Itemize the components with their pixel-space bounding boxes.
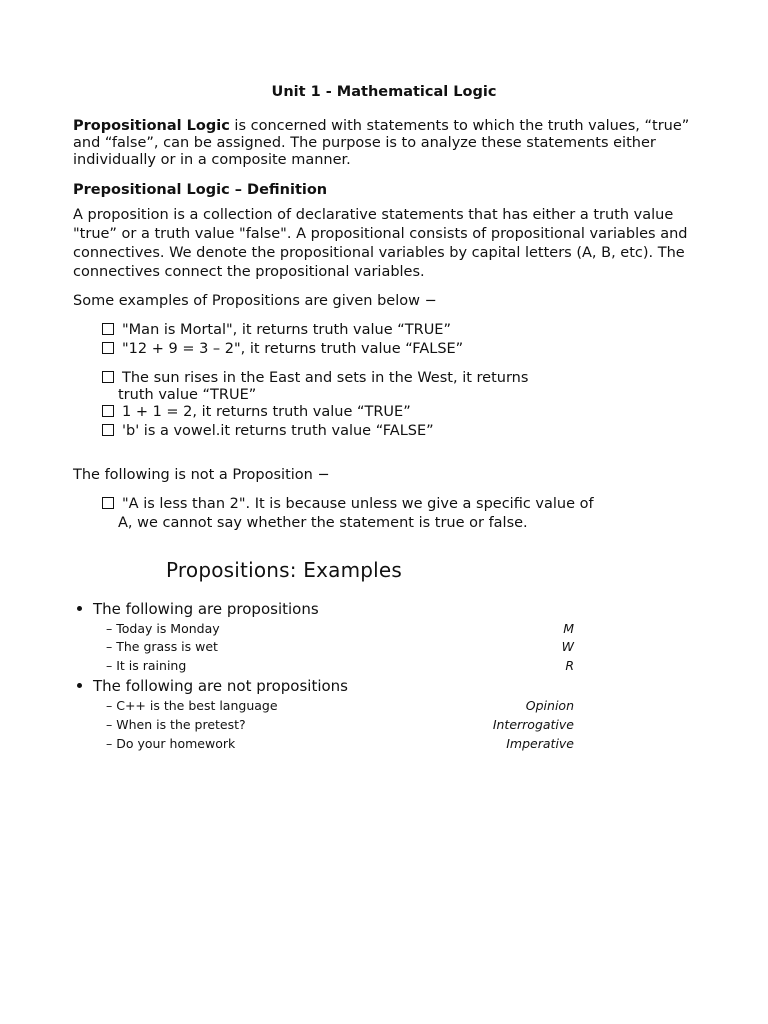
- bullet-dot-icon: [77, 606, 82, 611]
- list-item-text: "Man is Mortal", it returns truth value “TRUE”: [122, 322, 451, 338]
- list-item-text: "12 + 9 = 3 – 2", it returns truth value “FALSE”: [122, 341, 464, 357]
- checkbox-icon: [102, 497, 114, 509]
- bullet-dot-icon: [77, 683, 82, 688]
- slide-bullet: [77, 677, 348, 695]
- list-item-continuation: truth value “TRUE”: [118, 387, 257, 403]
- slide-sub-item: – The grass is wet: [106, 639, 218, 654]
- slide-image: [70, 552, 600, 762]
- checkbox-icon: [102, 342, 114, 354]
- slide-sub-item: – Today is Monday: [106, 621, 220, 636]
- list-item: [102, 369, 662, 387]
- slide-sub-item: – When is the pretest?: [106, 717, 246, 732]
- intro-bold-term: Propositional Logic: [73, 118, 230, 134]
- slide-bullet-text: The following are propositions: [93, 600, 319, 618]
- slide-bullet-text: The following are not propositions: [93, 677, 348, 695]
- intro-paragraph: [73, 118, 713, 169]
- list-item: [102, 321, 662, 339]
- intro-text: is concerned with statements to which the truth values, “true” and “false”, can be assigned. The purpose is to analyze these statements either individually or in a composite manner.: [73, 118, 690, 168]
- list-item: [102, 340, 662, 358]
- checkbox-icon: [102, 371, 114, 383]
- slide-sub-tag: Imperative: [506, 736, 574, 751]
- list-item: [102, 495, 662, 513]
- list-item-text: The sun rises in the East and sets in the West, it returns: [122, 370, 529, 386]
- list-item-text: 1 + 1 = 2, it returns truth value “TRUE”: [122, 404, 411, 420]
- list-item-text: "A is less than 2". It is because unless we give a specific value of: [122, 496, 594, 512]
- checkbox-icon: [102, 424, 114, 436]
- slide-sub-tag: W: [561, 639, 574, 654]
- list-item: [102, 403, 662, 421]
- checkbox-icon: [102, 405, 114, 417]
- definition-heading: Prepositional Logic – Definition: [73, 182, 328, 198]
- list-item-text: 'b' is a vowel.it returns truth value “FALSE”: [122, 423, 434, 439]
- slide-bullet: [77, 600, 319, 618]
- slide-sub-item: – Do your homework: [106, 736, 236, 751]
- slide-sub-tag: Interrogative: [492, 717, 574, 732]
- slide-sub-tag: Opinion: [525, 698, 574, 713]
- slide-title: Propositions: Examples: [166, 558, 403, 582]
- examples-intro: Some examples of Propositions are given below −: [73, 293, 437, 309]
- checkbox-icon: [102, 323, 114, 335]
- not-proposition-intro: The following is not a Proposition −: [73, 467, 330, 483]
- list-item-continuation: A, we cannot say whether the statement is true or false.: [118, 515, 528, 531]
- slide-sub-item: – It is raining: [106, 658, 187, 673]
- slide-sub-item: – C++ is the best language: [106, 698, 278, 713]
- slide-sub-tag: M: [563, 621, 574, 636]
- page-title: Unit 1 - Mathematical Logic: [271, 84, 497, 100]
- list-item: [102, 422, 662, 440]
- definition-paragraph: A proposition is a collection of declarative statements that has either a truth value "true” or a truth value "false". A propositional consists of propositional variables and connectives. We denote the propositional variables by capital letters (A, B, etc). The connectives connect the propositional variables.: [73, 207, 688, 280]
- slide-sub-tag: R: [565, 658, 574, 673]
